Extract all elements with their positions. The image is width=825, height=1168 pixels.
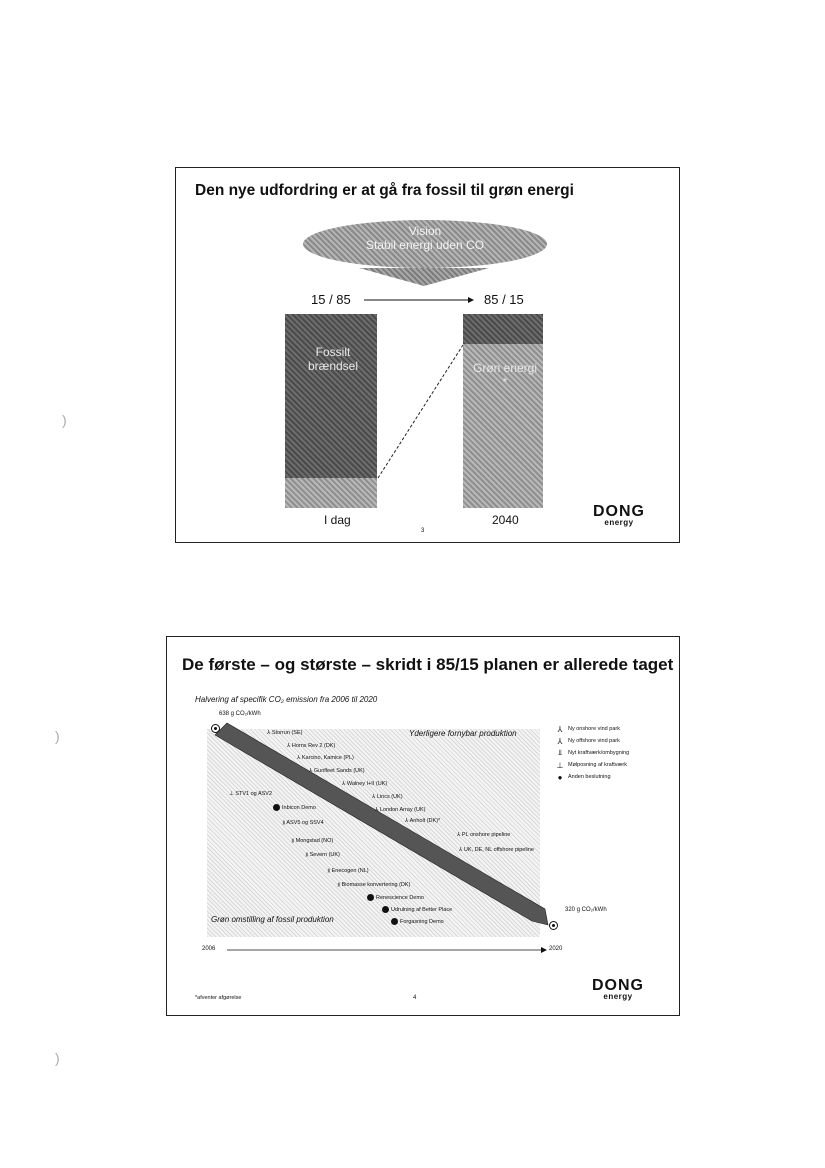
project-label: Biomasse konvertering (DK)	[341, 882, 411, 888]
project-label: Enecogen (NL)	[331, 868, 369, 874]
project-item: ⊥ STV1 og ASV2	[229, 791, 273, 797]
scan-mark: )	[55, 728, 60, 744]
project-item: ⫫ Biomasse konvertering (DK)	[337, 882, 411, 888]
project-item	[391, 918, 444, 925]
green-label	[469, 361, 541, 389]
legend-item	[555, 723, 629, 735]
axis-today: I dag	[324, 513, 351, 527]
legend-item	[555, 735, 629, 747]
project-label: Inbicon Demo	[282, 804, 316, 811]
start-value: 638 g CO₂/kWh	[219, 711, 261, 717]
project-item: ⅄ Anholt (DK)*	[405, 818, 441, 824]
end-value: 320 g CO₂/kWh	[565, 907, 607, 913]
page-number: 4	[413, 995, 417, 1001]
project-item: ⫫ ASV5 og SSV4	[282, 820, 324, 826]
vision-ellipse	[303, 220, 547, 268]
timeline-arrow	[227, 946, 547, 954]
green-label-line1: Grøn energi	[472, 361, 538, 375]
project-item	[382, 906, 452, 913]
decision-dot-icon	[391, 918, 398, 925]
axis-2040: 2040	[492, 513, 519, 527]
fossil-label	[298, 345, 368, 373]
project-label: Horns Rev 2 (DK)	[291, 743, 336, 749]
legend-item	[555, 759, 629, 771]
project-label: Mongstad (NO)	[295, 838, 334, 844]
project-item	[273, 804, 316, 811]
year-end: 2020	[549, 946, 563, 952]
project-label: London Array (UK)	[379, 807, 426, 813]
legend-label: Ny offshore vind park	[568, 738, 620, 744]
transition-dashed-line	[376, 342, 466, 482]
fossil-bar	[285, 314, 377, 478]
legend-label: Anden beslutning	[568, 774, 611, 780]
project-label: Anholt (DK)*	[409, 818, 441, 824]
project-label: PL onshore pipeline	[461, 832, 511, 838]
project-label: Renescience Demo	[376, 894, 424, 901]
legend-label: Nyt kraftværk/ombygning	[568, 750, 630, 756]
project-item: ⫫ Enecogen (NL)	[327, 868, 369, 874]
decision-dot-icon	[382, 906, 389, 913]
fossil-label-line1: Fossilt	[315, 345, 351, 359]
ratio-today: 15 / 85	[311, 292, 351, 307]
project-label: Karcino, Kamice (PL)	[301, 755, 354, 761]
project-label: UK, DE, NL offshore pipeline	[463, 847, 534, 853]
project-item: ⅄ UK, DE, NL offshore pipeline	[459, 847, 534, 853]
legend-label: Ny onshore vind park	[568, 726, 620, 732]
wind-offshore-icon: ⅄	[557, 736, 563, 746]
project-label: Udrulning af Better Place	[391, 906, 453, 913]
wind-onshore-icon: ⅄	[557, 724, 563, 734]
vision-label: Vision	[408, 224, 442, 238]
scan-mark: )	[55, 1050, 60, 1066]
project-item: ⅄ London Array (UK)	[375, 807, 426, 813]
vision-text: Stabil energi uden CO	[365, 238, 485, 252]
green-share-today	[285, 478, 377, 508]
down-arrow-icon	[359, 268, 489, 286]
project-label: Forgasning Demo	[400, 918, 444, 925]
project-item: ⫫ Mongstad (NO)	[291, 838, 334, 844]
fossil-share-2040	[463, 314, 543, 344]
annotation-top: Yderligere fornybar produktion	[409, 729, 517, 738]
project-item: ⅄ Lincs (UK)	[372, 794, 403, 800]
annotation-bottom: Grøn omstilling af fossil produktion	[211, 915, 334, 924]
decision-dot-icon	[273, 804, 280, 811]
right-arrow-icon	[364, 296, 474, 304]
dong-logo	[586, 504, 652, 527]
project-label: STV1 og ASV2	[235, 791, 273, 797]
fossil-label-line2: brændsel	[307, 359, 359, 373]
logo-text: DONG	[593, 503, 645, 520]
project-item: ⅄ Walney I+II (UK)	[342, 781, 388, 787]
project-item: ⫫ Severn (UK)	[305, 852, 340, 858]
year-start: 2006	[202, 946, 216, 952]
logo-subtext: energy	[604, 518, 634, 527]
project-label: Storrun (SE)	[271, 730, 303, 736]
decision-dot-icon: ●	[557, 772, 563, 782]
project-label: Walney I+II (UK)	[346, 781, 388, 787]
project-item: ⅄ Karcino, Kamice (PL)	[297, 755, 354, 761]
page-number: 3	[421, 528, 425, 534]
end-marker-icon	[549, 921, 558, 930]
project-item: ⅄ Gunfleet Sands (UK)	[309, 768, 365, 774]
logo-text: DONG	[592, 977, 644, 994]
project-item: ⅄ Horns Rev 2 (DK)	[287, 743, 336, 749]
project-item: ⅄ Storrun (SE)	[267, 730, 303, 736]
start-marker-icon	[211, 724, 220, 733]
legend-label: Mølposning af kraftværk	[568, 762, 627, 768]
project-item: ⅄ PL onshore pipeline	[457, 832, 511, 838]
project-label: Lincs (UK)	[376, 794, 403, 800]
project-item	[367, 894, 424, 901]
ratio-2040: 85 / 15	[484, 292, 524, 307]
decision-dot-icon	[367, 894, 374, 901]
slide-title: Den nye udfordring er at gå fra fossil til grøn energi	[195, 182, 574, 199]
project-label: Gunfleet Sands (UK)	[313, 768, 365, 774]
slide-2	[166, 636, 680, 1016]
legend-item	[555, 747, 629, 759]
project-label: Severn (UK)	[309, 852, 340, 858]
slide-1	[175, 167, 680, 543]
power-plant-icon: ⫫	[557, 748, 563, 757]
scan-mark: )	[62, 412, 67, 428]
slide-title: De første – og største – skridt i 85/15 planen er allerede taget	[182, 655, 674, 674]
green-label-line2: *	[502, 375, 508, 389]
footnote: *afventer afgørelse	[195, 995, 242, 1001]
legend-item	[555, 771, 629, 783]
decommission-icon: ⊥	[556, 760, 564, 770]
logo-subtext: energy	[603, 992, 633, 1001]
chart-subtitle: Halvering af specifik CO₂ emission fra 2006 til 2020	[195, 695, 378, 704]
legend	[555, 723, 629, 783]
project-label: ASV5 og SSV4	[286, 820, 324, 826]
dong-logo	[585, 978, 651, 1001]
